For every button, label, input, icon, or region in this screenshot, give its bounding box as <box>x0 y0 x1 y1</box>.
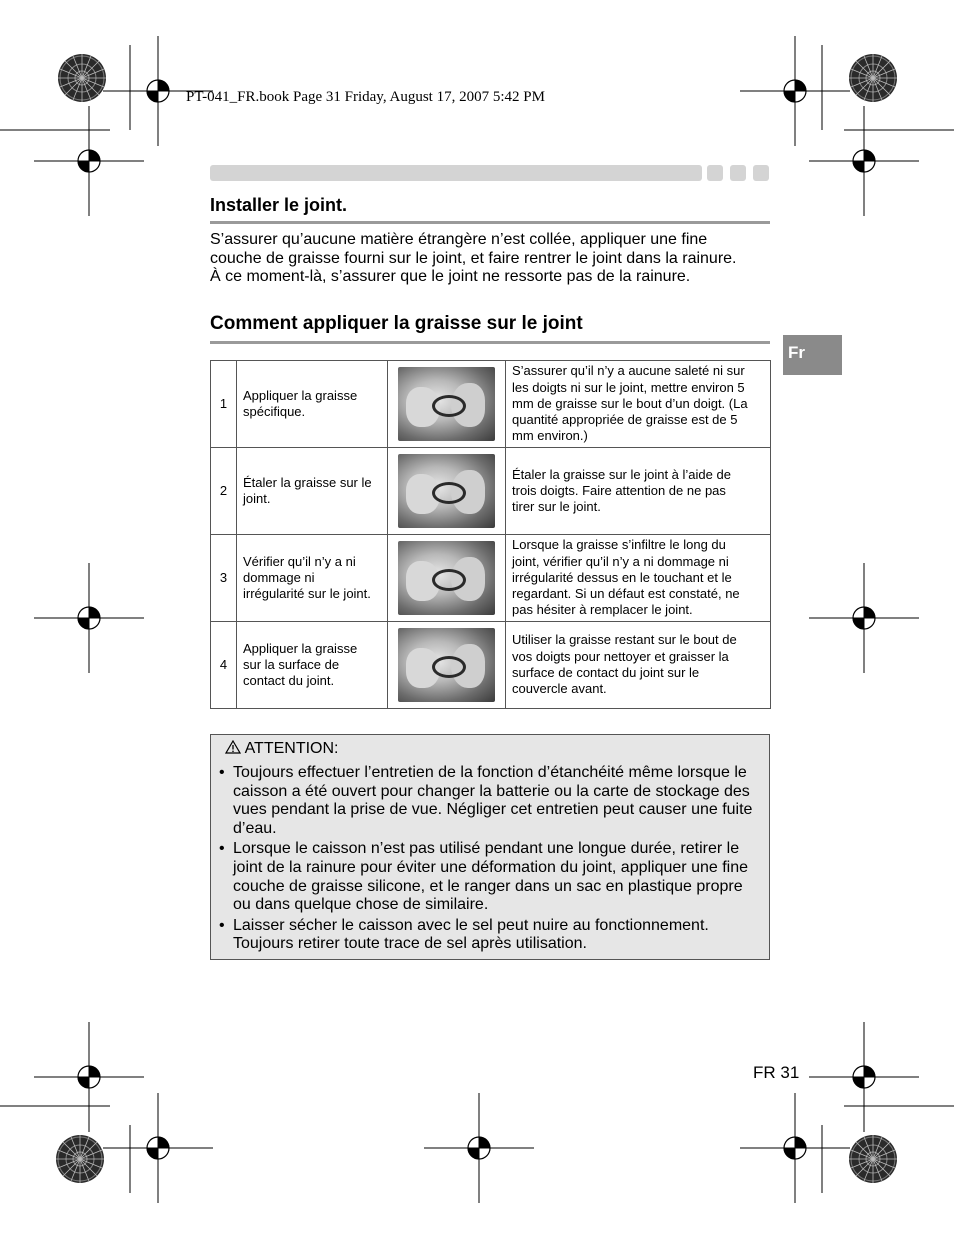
step-action-line: irrégularité sur le joint. <box>243 586 371 602</box>
attention-item-line: vues pendant la prise de vue. Négliger cet entretien peut causer une fuite <box>233 801 753 819</box>
section-header-bar <box>210 165 702 181</box>
step-photo-cell <box>388 361 506 448</box>
attention-item-line: Toujours retirer toute trace de sel après utilisation. <box>233 935 587 953</box>
step-action <box>237 535 388 622</box>
step-action <box>237 622 388 709</box>
step-description <box>506 622 771 709</box>
paragraph-line: À ce moment-là, s’assurer que le joint ne ressorte pas de la rainure. <box>210 268 691 285</box>
step-description <box>506 448 771 535</box>
step-description-line: surface de contact du joint sur le <box>512 665 700 680</box>
step-description-line: trois doigts. Faire attention de ne pas <box>512 482 726 498</box>
table-row <box>211 535 771 622</box>
step-action-line: spécifique. <box>243 404 306 419</box>
step-description <box>506 535 771 622</box>
step-action-line: dommage ni <box>243 569 315 585</box>
step-photo <box>398 454 495 528</box>
attention-item-line: Lorsque le caisson n’est pas utilisé pendant une longue durée, retirer le <box>233 840 740 858</box>
attention-item-line: caisson a été ouvert pour changer la batterie ou la carte de stockage des <box>233 782 750 800</box>
bullet: • <box>219 916 225 934</box>
language-tab: Fr <box>783 335 842 375</box>
attention-item-line: Toujours effectuer l’entretien de la fonction d’étanchéité même lorsque le <box>233 764 747 781</box>
attention-item-line: d’eau. <box>233 820 277 838</box>
paragraph-line: couche de graisse fourni sur le joint, et faire rentrer le joint dans la rainure. <box>210 249 737 267</box>
page-number: FR 31 <box>753 1063 800 1082</box>
step-action <box>237 361 388 448</box>
step-action <box>237 448 388 535</box>
section-header-square <box>707 165 723 181</box>
bullet: • <box>219 764 225 781</box>
section-header-square <box>730 165 746 181</box>
title-underline <box>210 341 770 344</box>
step-description-line: Lorsque la graisse s’infiltre le long du <box>512 537 726 553</box>
step-description-line: vos doigts pour nettoyer et graisser la <box>512 648 729 664</box>
warning-triangle-icon <box>225 740 241 754</box>
step-description-line: joint, vérifier qu’il n’y a ni dommage ni <box>512 553 729 569</box>
step-photo <box>398 628 495 702</box>
table-row <box>211 622 771 709</box>
step-description-line: quantité appropriée de graisse est de 5 <box>512 412 738 428</box>
step-photo-cell <box>388 622 506 709</box>
attention-title: ATTENTION: <box>244 740 339 757</box>
attention-item-line: couche de graisse silicone, et le ranger dans un sac en plastique propre <box>233 877 743 895</box>
attention-item-line: ou dans quelque chose de similaire. <box>233 896 489 914</box>
step-description-line: S’assurer qu’il n’y a aucune saleté ni sur <box>512 363 745 379</box>
bullet: • <box>219 840 225 858</box>
attention-item <box>219 764 764 839</box>
step-description-line: Étaler la graisse sur le joint à l’aide de <box>512 466 731 482</box>
step-description-line: regardant. Si un défaut est constaté, ne <box>512 586 740 602</box>
step-action-line: joint. <box>243 491 271 506</box>
step-description-line: tirer sur le joint. <box>512 499 601 515</box>
grease-steps-table <box>210 360 771 709</box>
table-row <box>211 448 771 535</box>
attention-item-line: joint de la rainure pour éviter une déformation du joint, appliquer une fine <box>233 859 748 877</box>
step-number: 4 <box>211 622 237 709</box>
step-action-line: contact du joint. <box>243 673 335 689</box>
step-description <box>506 361 771 448</box>
paragraph-line: S’assurer qu’aucune matière étrangère n’est collée, appliquer une fine <box>210 231 708 248</box>
step-description-line: mm de graisse sur le bout d’un doigt. (La <box>512 395 748 411</box>
step-photo-cell <box>388 535 506 622</box>
step-action-line: Vérifier qu’il n’y a ni <box>243 553 356 569</box>
attention-heading <box>225 740 338 758</box>
step-description-line: pas hésiter à remplacer le joint. <box>512 602 693 618</box>
section-title-installer: Installer le joint. <box>210 195 348 215</box>
step-number: 2 <box>211 448 237 535</box>
step-action-line: sur la surface de <box>243 656 340 672</box>
attention-item-line: Laisser sécher le caisson avec le sel peut nuire au fonctionnement. <box>233 916 709 934</box>
attention-item <box>219 840 764 915</box>
step-description-line: Utiliser la graisse restant sur le bout de <box>512 632 737 648</box>
step-photo <box>398 367 495 441</box>
step-description-line: couvercle avant. <box>512 681 607 697</box>
step-photo <box>398 541 495 615</box>
step-description-line: mm environ.) <box>512 428 588 444</box>
step-description-line: irrégularité dessus en le touchant et le <box>512 569 732 585</box>
step-action-line: Appliquer la graisse <box>243 640 358 656</box>
step-action-line: Étaler la graisse sur le <box>243 474 372 490</box>
step-description-line: les doigts ni sur le joint, mettre environ 5 <box>512 379 745 395</box>
section-title-grease: Comment appliquer la graisse sur le joint <box>210 313 583 334</box>
book-header-info: PT-041_FR.book Page 31 Friday, August 17, 2007 5:42 PM <box>186 89 545 105</box>
attention-box <box>210 734 770 960</box>
title-underline <box>210 221 770 224</box>
section-header-square <box>753 165 769 181</box>
step-number: 1 <box>211 361 237 448</box>
table-row <box>211 361 771 448</box>
step-number: 3 <box>211 535 237 622</box>
attention-item <box>219 917 764 954</box>
install-paragraph <box>210 231 775 287</box>
step-action-line: Appliquer la graisse <box>243 387 358 403</box>
attention-list <box>219 764 764 956</box>
step-photo-cell <box>388 448 506 535</box>
